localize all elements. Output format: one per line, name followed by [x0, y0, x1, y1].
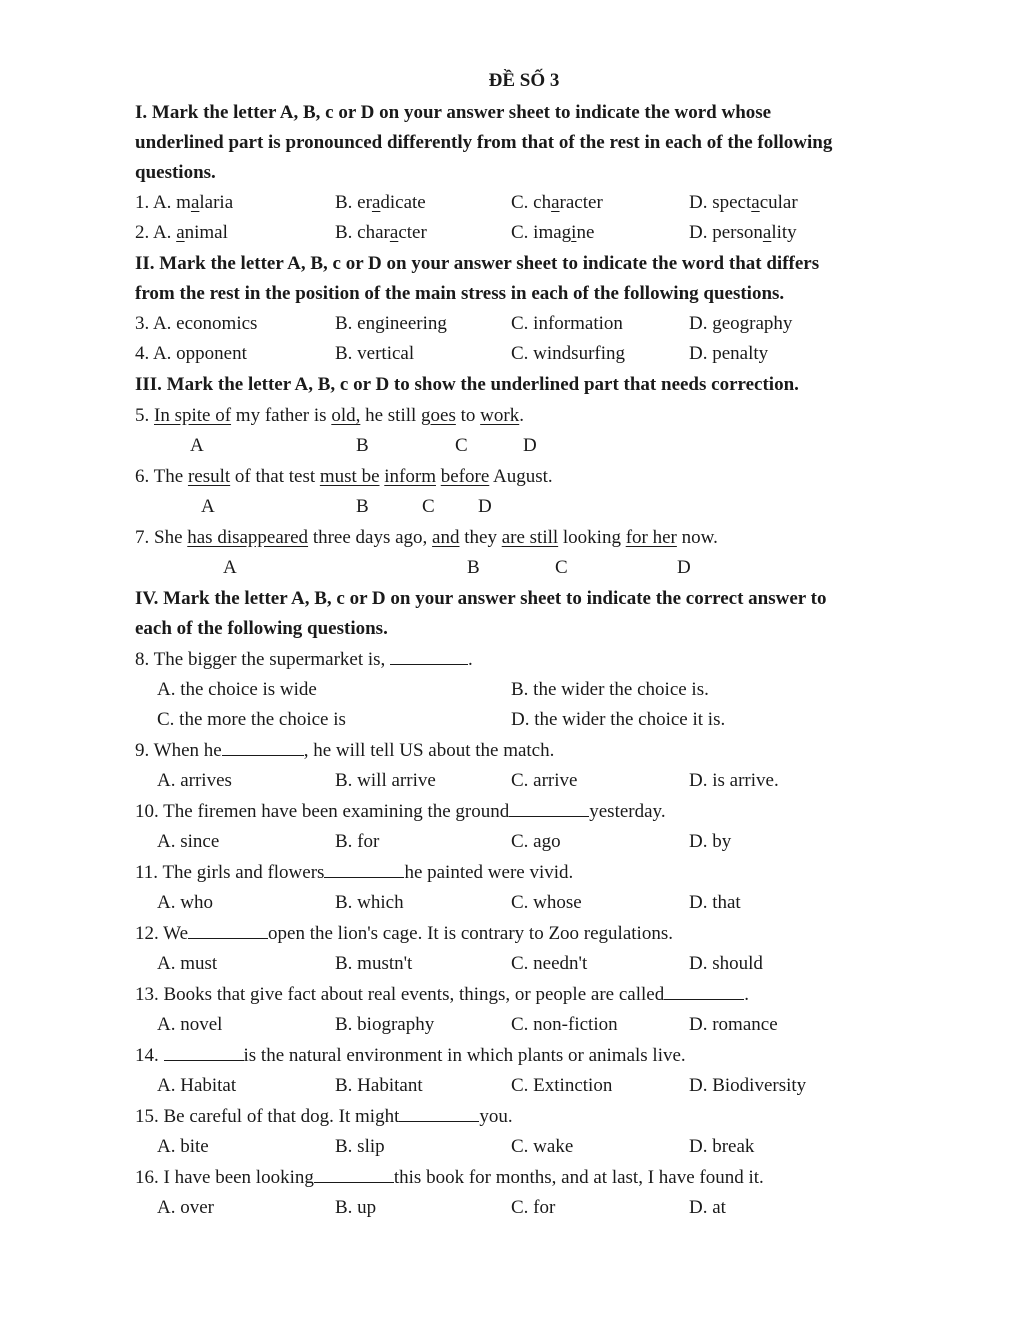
question-12-option-b: B. mustn't: [335, 953, 413, 974]
question-1-option-a: 1. A. malaria: [135, 192, 234, 213]
section-1-instruction-line-3: questions.: [135, 162, 216, 183]
answer-blank: [664, 981, 744, 1000]
question-1-option-c: C. character: [511, 192, 603, 213]
question-10-option-d: D. by: [689, 831, 732, 852]
question-11-stem: 11. The girls and flowers he painted were vivid.: [135, 858, 573, 888]
question-14-option-c: C. Extinction: [511, 1075, 613, 1096]
question-6-label-b: B: [356, 496, 369, 517]
question-13-option-a: A. novel: [157, 1014, 223, 1035]
question-5-label-a: A: [190, 435, 204, 456]
question-8-option-a: A. the choice is wide: [157, 679, 317, 700]
section-2-instruction-line-1: II. Mark the letter A, B, c or D on your answer sheet to indicate the word that differs: [135, 253, 820, 274]
question-15-option-c: C. wake: [511, 1136, 574, 1157]
question-5-label-d: D: [523, 435, 537, 456]
section-4-instruction-line-2: each of the following questions.: [135, 618, 388, 639]
question-3-option-d: D. geography: [689, 313, 793, 334]
question-6-label-a: A: [201, 496, 215, 517]
question-3-option-a: 3. A. economics: [135, 313, 258, 334]
question-10-stem: 10. The firemen have been examining the ground yesterday.: [135, 797, 666, 827]
question-2-option-d: D. personality: [689, 222, 797, 243]
question-4-option-d: D. penalty: [689, 343, 769, 364]
question-2-option-a: 2. A. animal: [135, 222, 228, 243]
question-7-sentence: 7. She has disappeared three days ago, and they are still looking for her now.: [135, 527, 718, 548]
question-15-stem: 15. Be careful of that dog. It might you.: [135, 1102, 513, 1132]
question-14-option-a: A. Habitat: [157, 1075, 237, 1096]
question-4-option-b: B. vertical: [335, 343, 415, 364]
question-16-stem: 16. I have been looking this book for months, and at last, I have found it.: [135, 1163, 764, 1193]
section-1-instruction-line-2: underlined part is pronounced differently from that of the rest in each of the following: [135, 132, 833, 153]
section-4-instruction-line-1: IV. Mark the letter A, B, c or D on your answer sheet to indicate the correct answer to: [135, 588, 827, 609]
question-1-option-d: D. spectacular: [689, 192, 798, 213]
question-12-option-d: D. should: [689, 953, 763, 974]
question-10-option-a: A. since: [157, 831, 220, 852]
section-1-instruction-line-1: I. Mark the letter A, B, c or D on your answer sheet to indicate the word whose: [135, 102, 772, 123]
question-7-label-d: D: [677, 557, 691, 578]
question-15-option-b: B. slip: [335, 1136, 385, 1157]
question-16-option-d: D. at: [689, 1197, 726, 1218]
answer-blank: [314, 1164, 394, 1183]
question-15-option-a: A. bite: [157, 1136, 209, 1157]
question-11-option-b: B. which: [335, 892, 404, 913]
question-11-option-a: A. who: [157, 892, 213, 913]
answer-blank: [188, 920, 268, 939]
question-7-label-b: B: [467, 557, 480, 578]
question-13-option-d: D. romance: [689, 1014, 778, 1035]
question-12-stem: 12. We open the lion's cage. It is contrary to Zoo regulations.: [135, 919, 673, 949]
question-8-stem: 8. The bigger the supermarket is, .: [135, 645, 473, 675]
question-13-option-b: B. biography: [335, 1014, 435, 1035]
question-6-sentence: 6. The result of that test must be inform before August.: [135, 466, 553, 487]
answer-blank: [222, 737, 304, 756]
answer-blank: [509, 798, 589, 817]
question-7-label-a: A: [223, 557, 237, 578]
question-14-option-b: B. Habitant: [335, 1075, 423, 1096]
question-8-option-b: B. the wider the choice is.: [511, 679, 709, 700]
question-14-stem: 14. is the natural environment in which plants or animals live.: [135, 1041, 686, 1071]
question-15-option-d: D. break: [689, 1136, 755, 1157]
question-16-option-b: B. up: [335, 1197, 377, 1218]
question-9-option-a: A. arrives: [157, 770, 232, 791]
question-9-option-d: D. is arrive.: [689, 770, 779, 791]
question-13-stem: 13. Books that give fact about real events, things, or people are called .: [135, 980, 749, 1010]
section-3-instruction: III. Mark the letter A, B, c or D to show the underlined part that needs correction.: [135, 374, 799, 395]
question-2-option-c: C. imagine: [511, 222, 595, 243]
answer-blank: [390, 646, 468, 665]
question-13-option-c: C. non-fiction: [511, 1014, 618, 1035]
question-3-option-c: C. information: [511, 313, 623, 334]
question-8-option-d: D. the wider the choice it is.: [511, 709, 726, 730]
question-12-option-c: C. needn't: [511, 953, 588, 974]
question-16-option-c: C. for: [511, 1197, 556, 1218]
question-6-label-d: D: [478, 496, 492, 517]
question-5-label-c: C: [455, 435, 468, 456]
section-2-instruction-line-2: from the rest in the position of the main stress in each of the following questions.: [135, 283, 785, 304]
question-9-option-b: B. will arrive: [335, 770, 436, 791]
question-16-option-a: A. over: [157, 1197, 214, 1218]
question-10-option-b: B. for: [335, 831, 380, 852]
question-1-option-b: B. eradicate: [335, 192, 426, 213]
question-6-label-c: C: [422, 496, 435, 517]
question-11-option-c: C. whose: [511, 892, 582, 913]
answer-blank: [164, 1042, 244, 1061]
question-12-option-a: A. must: [157, 953, 218, 974]
question-4-option-a: 4. A. opponent: [135, 343, 247, 364]
answer-blank: [399, 1103, 479, 1122]
question-10-option-c: C. ago: [511, 831, 561, 852]
question-14-option-d: D. Biodiversity: [689, 1075, 807, 1096]
question-7-label-c: C: [555, 557, 568, 578]
question-8-option-c: C. the more the choice is: [157, 709, 346, 730]
question-9-option-c: C. arrive: [511, 770, 578, 791]
question-11-option-d: D. that: [689, 892, 741, 913]
page-title: ĐỀ SỐ 3: [488, 70, 560, 91]
question-3-option-b: B. engineering: [335, 313, 447, 334]
question-5-sentence: 5. In spite of my father is old, he still goes to work.: [135, 405, 524, 426]
question-4-option-c: C. windsurfing: [511, 343, 625, 364]
question-5-label-b: B: [356, 435, 369, 456]
question-2-option-b: B. character: [335, 222, 427, 243]
question-9-stem: 9. When he , he will tell US about the match.: [135, 736, 554, 766]
answer-blank: [324, 859, 404, 878]
